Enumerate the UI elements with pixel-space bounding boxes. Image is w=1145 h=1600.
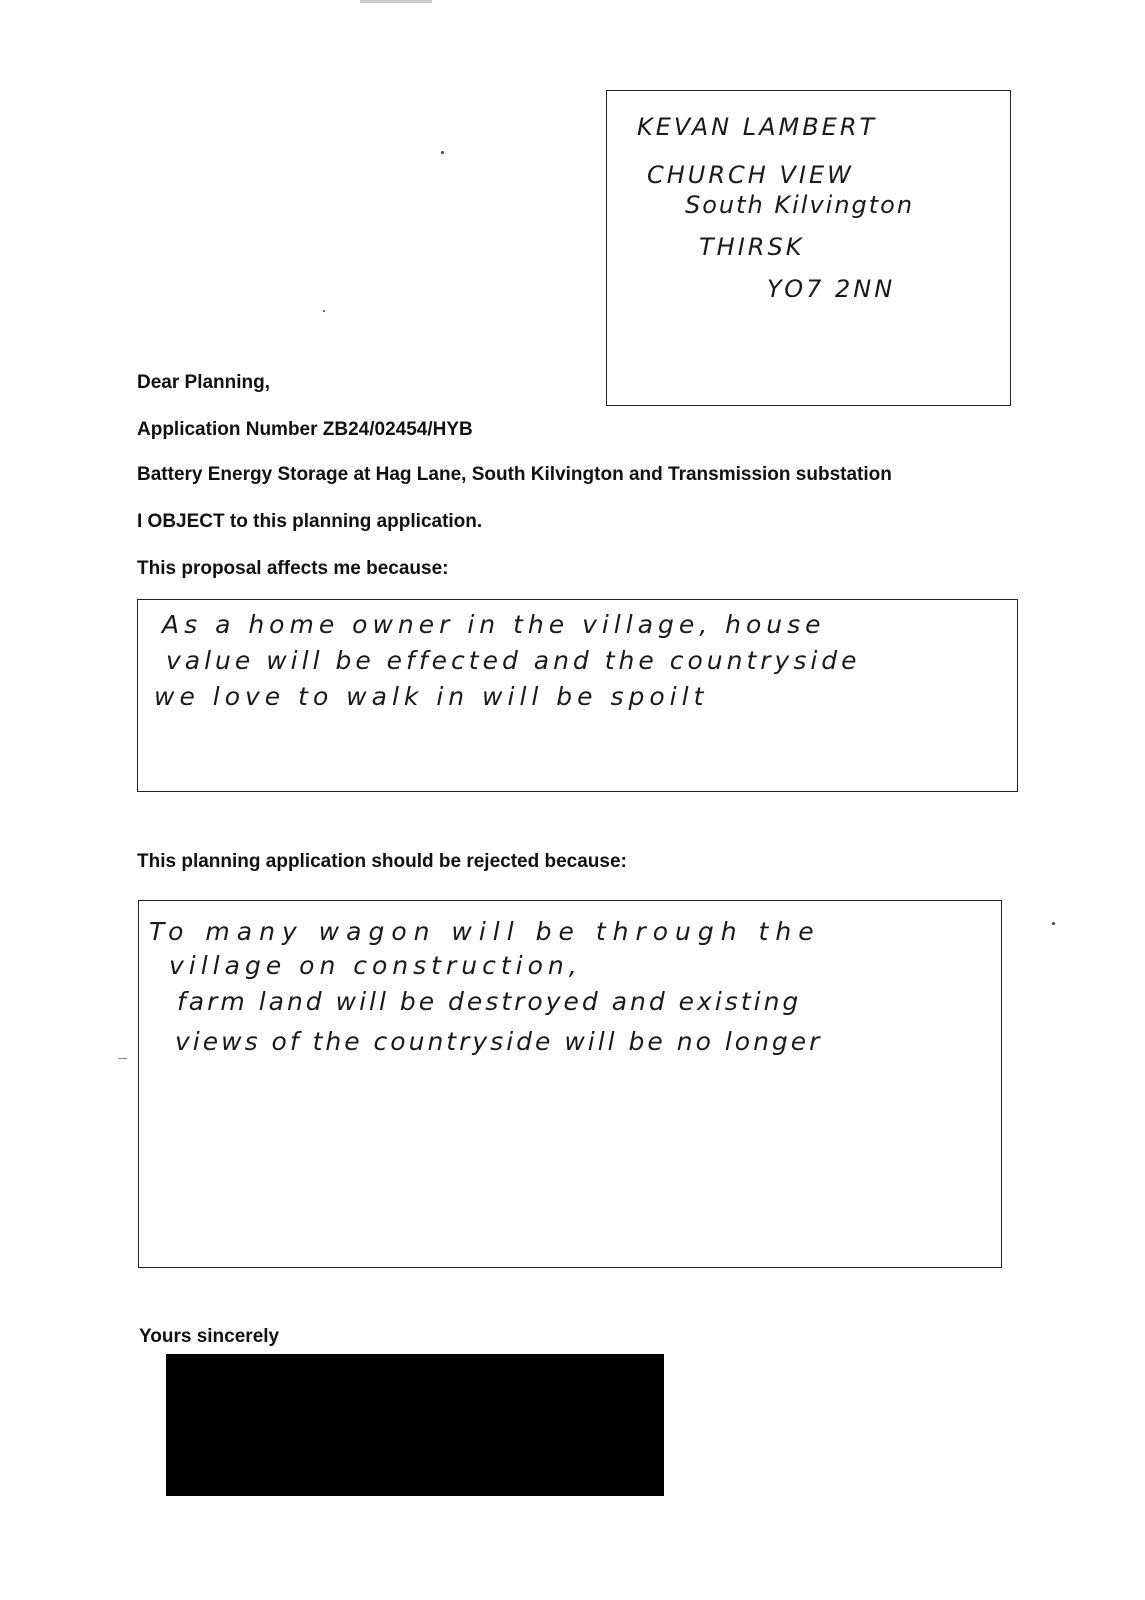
affects-line: value will be effected and the countryside [166,646,861,675]
address-name: KEVAN LAMBERT [637,113,878,141]
scan-speck [1052,922,1055,925]
address-village: South Kilvington [685,191,915,219]
reject-heading: This planning application should be rejected because: [137,851,627,872]
affects-line: we love to walk in will be spoilt [154,682,709,711]
scan-edge-mark [118,1058,127,1059]
affects-heading: This proposal affects me because: [137,558,449,579]
address-house: CHURCH VIEW [647,161,854,189]
salutation: Dear Planning, [137,372,271,393]
scan-speck [441,151,444,154]
address-town: THIRSK [699,233,805,261]
closing: Yours sincerely [139,1326,280,1347]
objection-statement: I OBJECT to this planning application. [137,511,483,532]
application-subject: Battery Energy Storage at Hag Lane, South Kilvington and Transmission substation [137,464,892,485]
reject-line: views of the countryside will be no longer [175,1027,823,1056]
reject-response-box [138,900,1002,1268]
affects-line: As a home owner in the village, house [162,610,826,639]
reject-line: village on construction, [169,951,582,980]
reject-line: farm land will be destroyed and existing [177,987,802,1016]
signature-redaction [166,1354,664,1496]
application-number: Application Number ZB24/02454/HYB [137,419,473,440]
scan-speck [323,310,325,312]
reject-line: To many wagon will be through the [149,917,821,946]
address-box [606,90,1011,406]
affects-response-box [137,599,1018,792]
scan-edge-mark [360,0,432,3]
address-postcode: YO7 2NN [767,275,896,303]
